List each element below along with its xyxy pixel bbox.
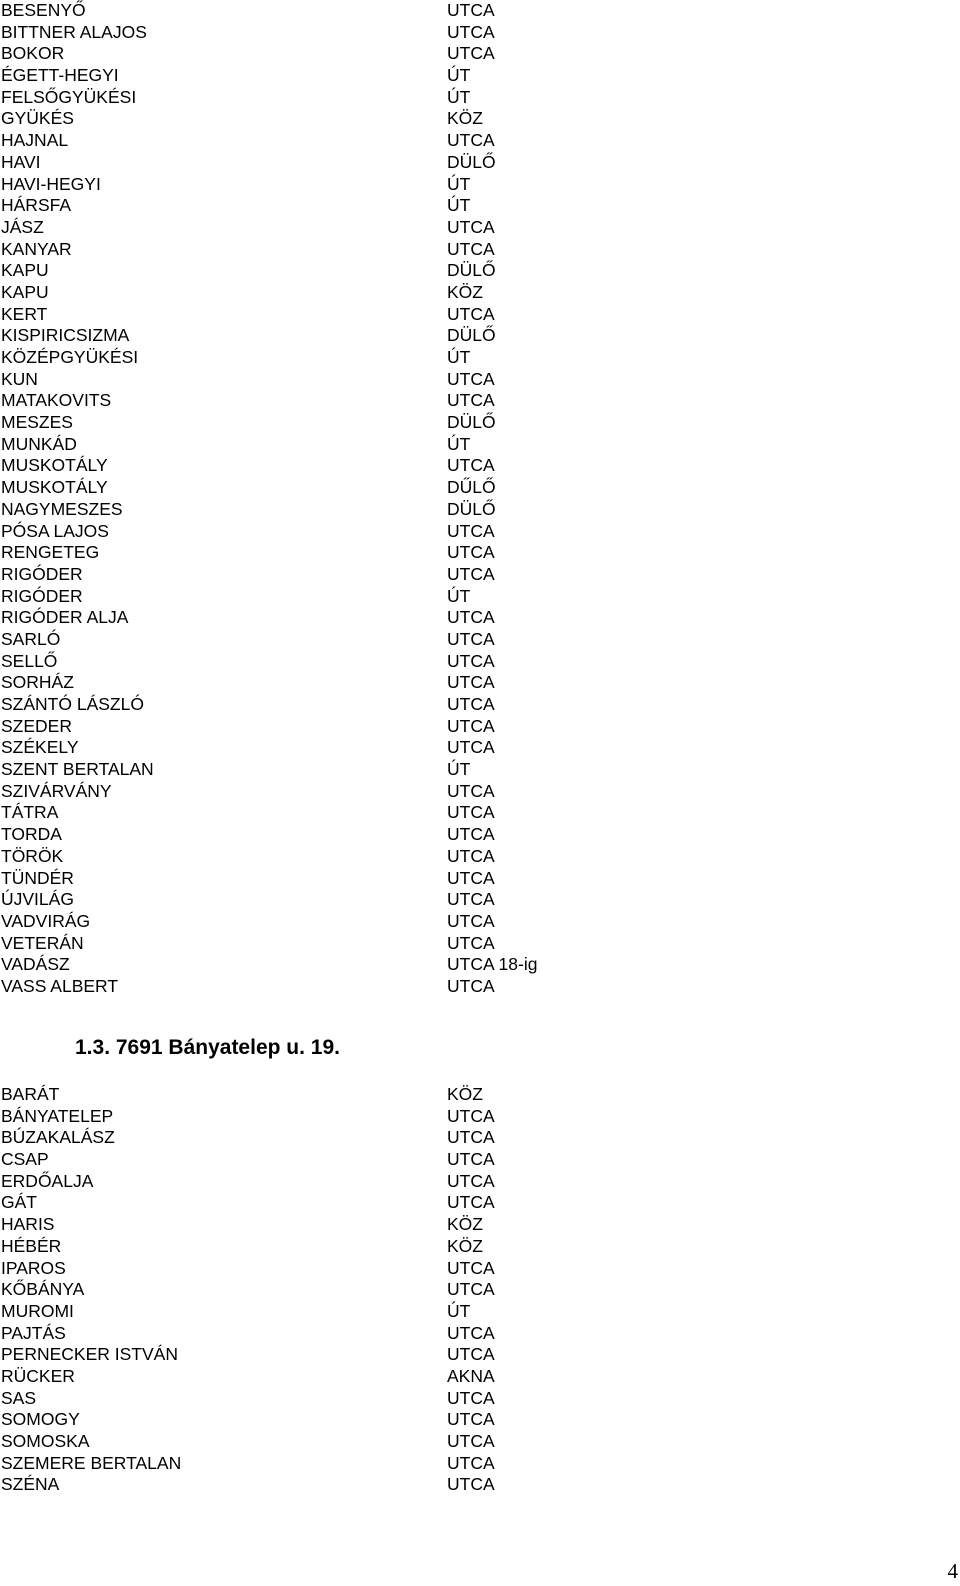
street-name: VETERÁN xyxy=(1,932,84,953)
section-heading: 1.3. 7691 Bányatelep u. 19. xyxy=(75,1036,340,1059)
street-type: AKNA xyxy=(447,1365,495,1386)
street-row xyxy=(0,1149,960,1171)
street-type: UTCA xyxy=(447,1474,495,1495)
street-row xyxy=(0,1127,960,1149)
street-row xyxy=(0,390,960,412)
street-name: SZÉKELY xyxy=(1,737,79,758)
street-name: KANYAR xyxy=(1,238,72,259)
street-row xyxy=(0,1344,960,1366)
street-name: BÚZAKALÁSZ xyxy=(1,1127,115,1148)
street-name: TÜNDÉR xyxy=(1,867,74,888)
street-type: UTCA xyxy=(447,1409,495,1430)
street-row xyxy=(0,369,960,391)
street-type: DÜLŐ xyxy=(447,325,496,346)
street-row xyxy=(0,521,960,543)
street-row xyxy=(0,304,960,326)
street-row xyxy=(0,1409,960,1431)
street-row xyxy=(0,629,960,651)
street-row xyxy=(0,412,960,434)
street-row xyxy=(0,759,960,781)
street-name: MUNKÁD xyxy=(1,433,77,454)
street-type: UTCA xyxy=(447,607,495,628)
street-type: KÖZ xyxy=(447,108,483,129)
street-name: SZEDER xyxy=(1,715,72,736)
street-name: TORDA xyxy=(1,824,62,845)
street-name: VADÁSZ xyxy=(1,954,70,975)
street-name: SOMOSKA xyxy=(1,1431,90,1451)
street-row xyxy=(0,933,960,955)
street-row xyxy=(0,65,960,87)
street-name: MUSKOTÁLY xyxy=(1,477,108,498)
street-name: PAJTÁS xyxy=(1,1322,66,1343)
street-name: ERDŐALJA xyxy=(1,1170,94,1191)
street-row xyxy=(0,672,960,694)
street-type: UTCA xyxy=(447,737,495,758)
street-row xyxy=(0,781,960,803)
street-type: UTCA xyxy=(447,520,495,541)
street-row xyxy=(0,43,960,65)
street-row xyxy=(0,477,960,499)
street-type: UTCA xyxy=(447,0,495,20)
street-name: MESZES xyxy=(1,412,73,433)
street-type: ÚT xyxy=(447,65,471,86)
street-row xyxy=(0,455,960,477)
street-type: UTCA xyxy=(447,1387,495,1408)
street-name: BITTNER ALAJOS xyxy=(1,21,147,42)
street-type: DÜLŐ xyxy=(447,498,496,519)
street-name: PÓSA LAJOS xyxy=(1,520,109,541)
street-name: RIGÓDER xyxy=(1,563,83,584)
street-row xyxy=(0,954,960,976)
street-list-section-2 xyxy=(0,1084,960,1496)
street-name: SAS xyxy=(1,1387,37,1408)
street-row xyxy=(0,824,960,846)
street-type: UTCA xyxy=(447,1127,495,1148)
street-name: HÉBÉR xyxy=(1,1235,62,1256)
street-name: CSAP xyxy=(1,1149,49,1170)
street-row xyxy=(0,1214,960,1236)
street-row xyxy=(0,737,960,759)
street-row xyxy=(0,651,960,673)
street-type: UTCA xyxy=(447,694,495,714)
street-row xyxy=(0,911,960,933)
street-name: KAPU xyxy=(1,281,49,302)
street-name: KERT xyxy=(1,303,48,324)
street-type: UTCA xyxy=(447,1279,495,1300)
street-name: VASS ALBERT xyxy=(1,975,119,996)
street-name: BARÁT xyxy=(1,1084,60,1104)
street-name: KUN xyxy=(1,368,38,389)
street-row xyxy=(0,1474,960,1496)
street-type: UTCA xyxy=(447,21,495,42)
street-type: UTCA xyxy=(447,975,495,996)
street-type: UTCA xyxy=(447,368,495,389)
street-name: MUROMI xyxy=(1,1300,74,1321)
street-type: UTCA xyxy=(447,542,495,563)
street-type: UTCA xyxy=(447,130,495,151)
street-row xyxy=(0,1192,960,1214)
street-name: KÖZÉPGYÜKÉSI xyxy=(1,347,139,367)
street-type: UTCA xyxy=(447,780,495,801)
street-row xyxy=(0,1084,960,1106)
street-type: KÖZ xyxy=(447,1214,483,1235)
street-name: SZENT BERTALAN xyxy=(1,759,154,780)
street-type: KÖZ xyxy=(447,1235,483,1256)
street-row xyxy=(0,282,960,304)
street-type: UTCA xyxy=(447,1257,495,1278)
street-name: IPAROS xyxy=(1,1257,66,1278)
street-type: UTCA xyxy=(447,563,495,584)
street-row xyxy=(0,889,960,911)
street-type: UTCA xyxy=(447,824,495,845)
street-row xyxy=(0,239,960,261)
street-row xyxy=(0,607,960,629)
street-row xyxy=(0,1279,960,1301)
street-type: UTCA xyxy=(447,802,495,823)
street-name: VADVIRÁG xyxy=(1,910,91,931)
street-row xyxy=(0,347,960,369)
street-type: UTCA xyxy=(447,455,495,476)
street-name: SZÁNTÓ LÁSZLÓ xyxy=(1,694,144,714)
street-name: SOMOGY xyxy=(1,1409,80,1430)
street-name: RÜCKER xyxy=(1,1365,75,1386)
street-row xyxy=(0,1388,960,1410)
street-name: HAVI xyxy=(1,151,41,172)
street-name: ÉGETT-HEGYI xyxy=(1,65,119,86)
street-row xyxy=(0,716,960,738)
street-row xyxy=(0,87,960,109)
street-name: TÁTRA xyxy=(1,802,59,823)
street-name: SORHÁZ xyxy=(1,672,74,693)
street-name: SZÉNA xyxy=(1,1474,60,1495)
street-type: UTCA xyxy=(447,1192,495,1213)
street-name: PERNECKER ISTVÁN xyxy=(1,1344,178,1365)
street-name: BESENYŐ xyxy=(1,0,86,20)
street-name: SZEMERE BERTALAN xyxy=(1,1452,182,1473)
street-type: UTCA xyxy=(447,715,495,736)
street-name: JÁSZ xyxy=(1,216,44,237)
street-name: RIGÓDER ALJA xyxy=(1,607,129,628)
street-type: UTCA xyxy=(447,1322,495,1343)
street-name: HÁRSFA xyxy=(1,195,72,216)
street-name: HAVI-HEGYI xyxy=(1,173,101,194)
street-name: KŐBÁNYA xyxy=(1,1279,85,1300)
street-row xyxy=(0,586,960,608)
street-name: NAGYMESZES xyxy=(1,498,123,519)
street-row xyxy=(0,499,960,521)
street-type: DÜLŐ xyxy=(447,151,496,172)
street-type: UTCA xyxy=(447,1149,495,1170)
street-type: UTCA xyxy=(447,303,495,324)
street-row xyxy=(0,1301,960,1323)
street-name: RIGÓDER xyxy=(1,585,83,606)
street-name: HARIS xyxy=(1,1214,55,1235)
street-name: BÁNYATELEP xyxy=(1,1105,114,1126)
street-row xyxy=(0,325,960,347)
street-row xyxy=(0,174,960,196)
street-type: DŰLŐ xyxy=(447,477,496,498)
street-type: UTCA xyxy=(447,390,495,411)
street-type: ÚT xyxy=(447,585,471,606)
street-row xyxy=(0,1171,960,1193)
street-type: UTCA xyxy=(447,1170,495,1191)
street-row xyxy=(0,564,960,586)
street-name: GÁT xyxy=(1,1192,37,1213)
street-name: GYÜKÉS xyxy=(1,108,74,129)
street-row xyxy=(0,1453,960,1475)
street-name: SELLŐ xyxy=(1,650,58,671)
street-name: KAPU xyxy=(1,260,49,281)
street-type: KÖZ xyxy=(447,281,483,302)
street-name: FELSŐGYÜKÉSI xyxy=(1,86,137,107)
street-row xyxy=(0,1366,960,1388)
street-type: ÚT xyxy=(447,347,471,367)
street-name: RENGETEG xyxy=(1,542,100,563)
street-row xyxy=(0,108,960,130)
street-row xyxy=(0,1236,960,1258)
street-type: UTCA xyxy=(447,1105,495,1126)
street-type: ÚT xyxy=(447,433,471,454)
street-name: TÖRÖK xyxy=(1,845,64,866)
street-row xyxy=(0,22,960,44)
street-type: UTCA xyxy=(447,238,495,259)
street-type: UTCA xyxy=(447,889,495,910)
street-name: MATAKOVITS xyxy=(1,390,112,411)
street-row xyxy=(0,1323,960,1345)
street-row xyxy=(0,868,960,890)
street-type: UTCA xyxy=(447,1344,495,1365)
street-type: ÚT xyxy=(447,759,471,780)
street-type: DÜLŐ xyxy=(447,412,496,433)
street-type: UTCA xyxy=(447,932,495,953)
street-row xyxy=(0,434,960,456)
street-row xyxy=(0,260,960,282)
street-type: UTCA xyxy=(447,867,495,888)
street-name: SARLÓ xyxy=(1,628,61,649)
street-row xyxy=(0,1258,960,1280)
street-row xyxy=(0,694,960,716)
street-type: ÚT xyxy=(447,173,471,194)
street-name: BOKOR xyxy=(1,43,65,64)
page-number: 4 xyxy=(947,1559,958,1583)
street-type: KÖZ xyxy=(447,1084,483,1104)
street-name: SZIVÁRVÁNY xyxy=(1,780,112,801)
street-type: DÜLŐ xyxy=(447,260,496,281)
street-row xyxy=(0,846,960,868)
street-type: UTCA 18-ig xyxy=(447,954,538,975)
street-type: ÚT xyxy=(447,86,471,107)
street-type: ÚT xyxy=(447,1300,471,1321)
street-type: UTCA xyxy=(447,1431,495,1451)
street-row xyxy=(0,976,960,998)
street-row xyxy=(0,0,960,22)
street-row xyxy=(0,802,960,824)
street-name: KISPIRICSIZMA xyxy=(1,325,130,346)
street-row xyxy=(0,1431,960,1453)
street-type: ÚT xyxy=(447,195,471,216)
street-type: UTCA xyxy=(447,910,495,931)
street-type: UTCA xyxy=(447,1452,495,1473)
street-name: MUSKOTÁLY xyxy=(1,455,108,476)
street-row xyxy=(0,542,960,564)
street-type: UTCA xyxy=(447,650,495,671)
street-name: ÚJVILÁG xyxy=(1,889,74,910)
street-type: UTCA xyxy=(447,845,495,866)
street-row xyxy=(0,1106,960,1128)
street-type: UTCA xyxy=(447,628,495,649)
street-row xyxy=(0,195,960,217)
street-type: UTCA xyxy=(447,43,495,64)
street-type: UTCA xyxy=(447,216,495,237)
street-row xyxy=(0,130,960,152)
street-row xyxy=(0,217,960,239)
street-row xyxy=(0,152,960,174)
street-type: UTCA xyxy=(447,672,495,693)
street-name: HAJNAL xyxy=(1,130,69,151)
